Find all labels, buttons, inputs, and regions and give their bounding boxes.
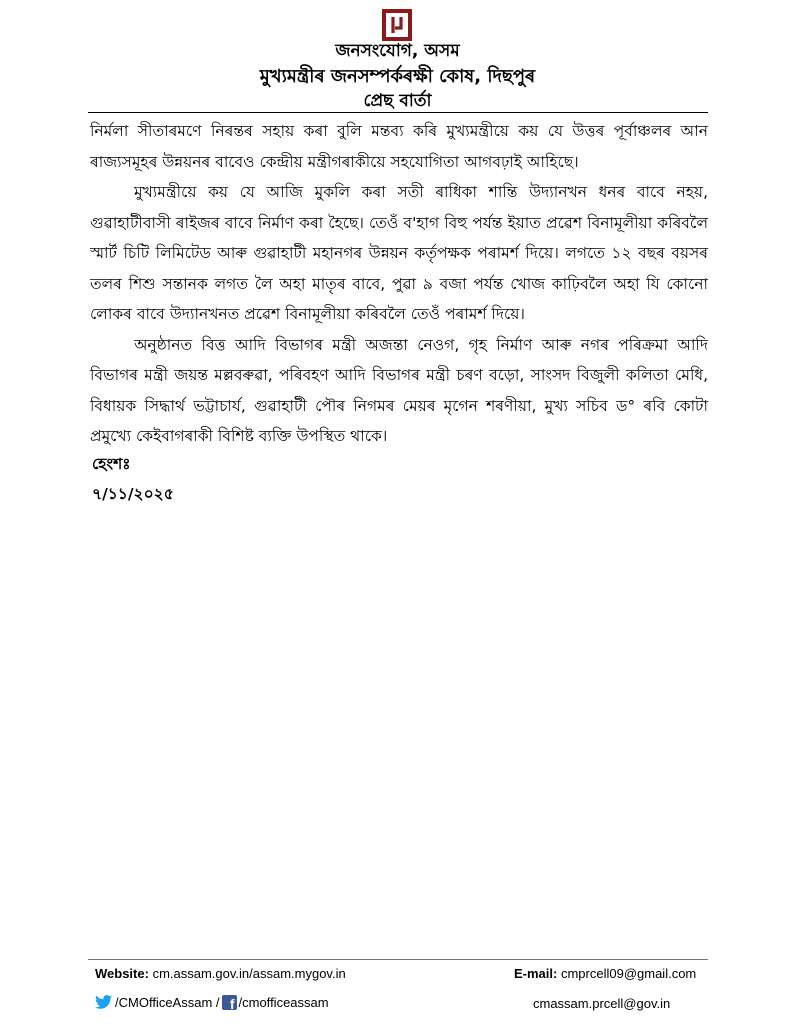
paragraph-2: মুখ্যমন্ত্ৰীয়ে কয় যে আজি মুকলি কৰা সতী ৰাধিকা শান্তি উদ্যানখন ধনৰ বাবে নহয়, গুৱাহাটীবাসী ৰাইজৰ বাবে নিৰ্মাণ কৰা হৈছে। তেওঁ ব'হাগ বিহু পৰ্যন্ত ইয়াত প্ৰৱেশ বিনামূলীয়া কৰিবলৈ স্মাৰ্ট চিটি লিমিটেড আৰু গুৱাহাটী মহানগৰ উন্নয়ন কৰ্তৃপক্ষক পৰামৰ্শ দিয়ে। লগতে ১২ বছৰ বয়সৰ তলৰ শিশু সন্তানক লগত লৈ অহা মাতৃৰ বাবে, পুৱা ৯ বজা পৰ্যন্ত খোজ কাঢ়িবলৈ অহা যি কোনো লোকৰ বাবে উদ্যানখনত প্ৰৱেশ বিনামূলীয়া কৰিবলৈ তেওঁ পৰামৰ্শ দিয়ে। [90,183,708,323]
facebook-icon: f [222,995,237,1010]
facebook-handle[interactable]: /cmofficeassam [238,994,329,1010]
footer-alt-email[interactable]: cmassam.prcell@gov.in [533,996,671,1011]
document-type: প্ৰেছ বাৰ্তা [363,91,432,111]
footer-social [95,994,329,1010]
emblem-logo [381,8,413,42]
header-divider [88,112,708,113]
office-name: মুখ্যমন্ত্ৰীৰ জনসম্পৰ্কৰক্ষী কোষ, দিছপুৰ [259,66,536,87]
website-link[interactable]: cm.assam.gov.in/assam.mygov.in [152,966,346,981]
email-label: E-mail: [514,966,558,981]
twitter-icon [95,994,113,1010]
release-date: ৭/১১/২০২৫ [92,485,174,503]
footer-divider [88,959,708,960]
website-label: Website: [95,966,149,981]
email-link[interactable]: cmprcell09@gmail.com [560,966,697,981]
press-release-body [90,116,708,452]
footer-email [514,966,696,981]
twitter-handle[interactable]: /CMOfficeAssam / [115,994,220,1010]
reference-code: হেংশঃ [92,455,131,473]
paragraph-1: নিৰ্মলা সীতাৰমণে নিৰন্তৰ সহায় কৰা বুলি মন্তব্য কৰি মুখ্যমন্ত্ৰীয়ে কয় যে উত্তৰ পূৰ্বাঞ্চলৰ আন ৰাজ্যসমূহৰ উন্নয়নৰ বাবেও কেন্দ্ৰীয় মন্ত্ৰীগৰাকীয়ে সহযোগিতা আগবঢ়াই আহিছে। [90,122,708,171]
org-name: জনসংযোগ, অসম [335,41,460,61]
footer-website [95,966,346,981]
paragraph-3: অনুষ্ঠানত বিত্ত আদি বিভাগৰ মন্ত্ৰী অজন্তা নেওগ, গৃহ নিৰ্মাণ আৰু নগৰ পৰিক্ৰমা আদি বিভাগৰ মন্ত্ৰী জয়ন্ত মল্লবৰুৱা, পৰিবহণ আদি বিভাগৰ মন্ত্ৰী চৰণ বড়ো, সাংসদ বিজুলী কলিতা মেধি, বিধায়ক সিদ্ধাৰ্থ ভট্টাচাৰ্য, গুৱাহাটী পৌৰ নিগমৰ মেয়ৰ মৃগেন শৰণীয়া, মুখ্য সচিব ড° ৰবি কোটা প্ৰমুখ্যে কেইবাগৰাকী বিশিষ্ট ব্যক্তি উপস্থিত থাকে। [90,335,708,445]
